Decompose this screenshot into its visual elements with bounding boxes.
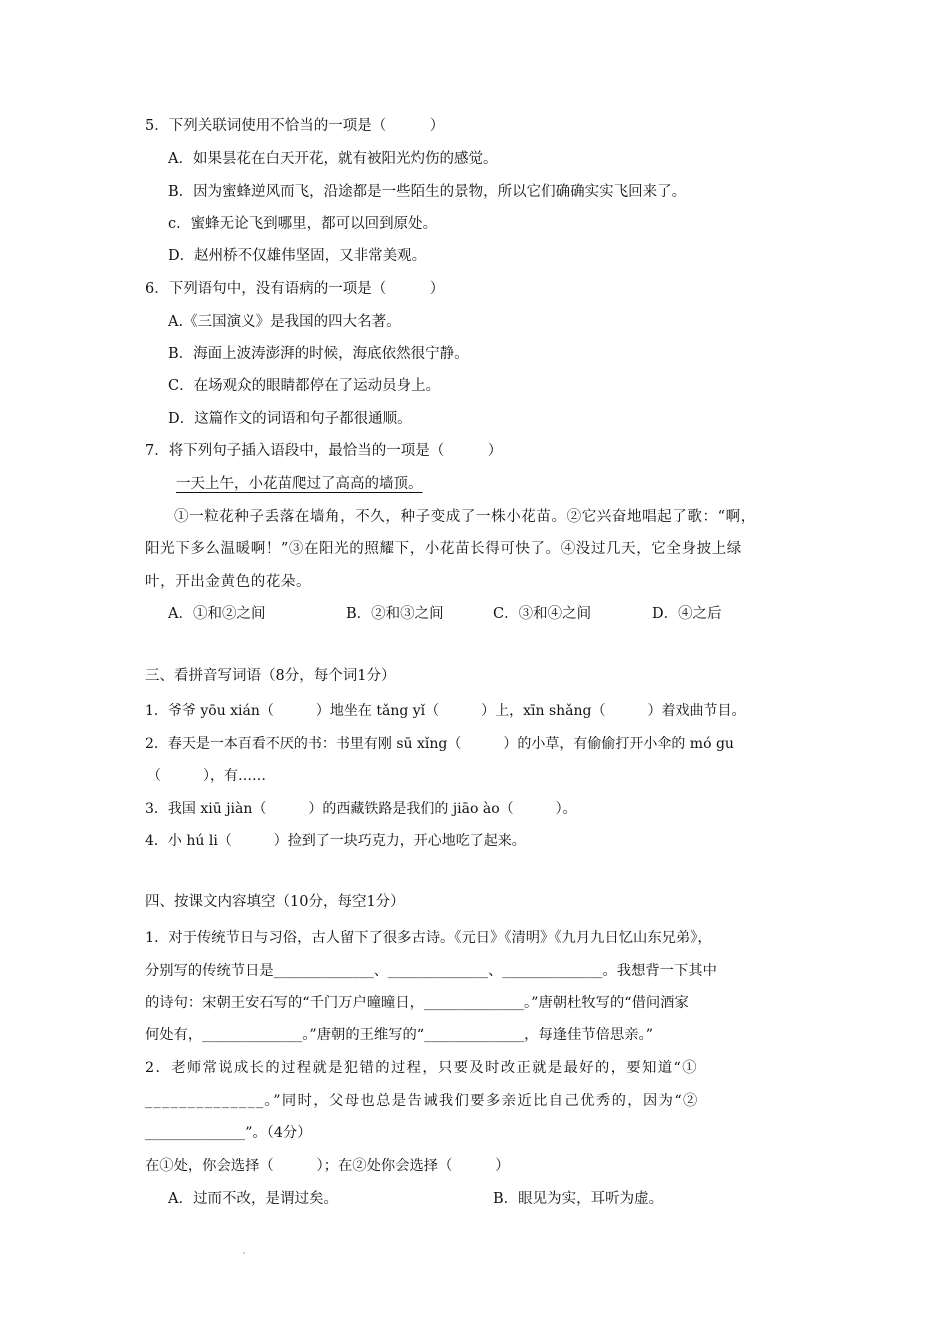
q7-option-d: D．④之后 bbox=[652, 606, 722, 622]
q6-stem: 6．下列语句中，没有语病的一项是（ ） bbox=[145, 281, 445, 297]
sec4-para-line-2: 分别写的传统节日是______________、______________、______________。我想背一下其中 bbox=[145, 963, 717, 979]
sec4-para-line-8: 在①处，你会选择（ ）；在②处你会选择（ ） bbox=[145, 1158, 510, 1174]
sec3-line-2-cont: （ ），有…… bbox=[147, 768, 266, 784]
q6-option-a: A.《三国演义》是我国的四大名著。 bbox=[168, 314, 401, 330]
q6-option-d: D．这篇作文的词语和句子都很通顺。 bbox=[168, 411, 412, 427]
sec4-para-line-1: 1．对于传统节日与习俗，古人留下了很多古诗。《元日》《清明》《九月九日忆山东兄弟》， bbox=[145, 930, 712, 946]
q5-option-b: B．因为蜜蜂逆风而飞，沿途都是一些陌生的景物，所以它们确确实实飞回来了。 bbox=[168, 184, 687, 200]
q5-stem: 5．下列关联词使用不恰当的一项是（ ） bbox=[145, 118, 445, 134]
section-3-title: 三、看拼音写词语（8分，每个词1分） bbox=[145, 668, 396, 684]
section-4-title: 四、按课文内容填空（10分，每空1分） bbox=[145, 894, 405, 910]
scan-speck bbox=[243, 1252, 245, 1254]
sec4-para-line-4: 何处有，______________。”唐朝的王维写的“______________，每逢佳节倍思亲。” bbox=[145, 1027, 654, 1043]
sec4-para-line-7: ______________”。（4分） bbox=[145, 1125, 312, 1141]
q5-option-a: A．如果昙花在白天开花，就有被阳光灼伤的感觉。 bbox=[168, 151, 498, 167]
q7-stem: 7．将下列句子插入语段中，最恰当的一项是（ ） bbox=[145, 443, 503, 459]
sec4-para-line-5: 2．老师常说成长的过程就是犯错的过程，只要及时改正就是最好的，要知道“① bbox=[145, 1060, 698, 1076]
q7-paragraph-line-3: 叶，开出金黄色的花朵。 bbox=[145, 574, 312, 590]
q7-option-c: C．③和④之间 bbox=[493, 606, 592, 622]
q7-option-b: B．②和③之间 bbox=[346, 606, 444, 622]
sec3-line-1: 1．爷爷 yōu xián（ ）地坐在 tǎng yǐ（ ）上，xīn shǎng（ ）着戏曲节目。 bbox=[145, 703, 746, 719]
sec3-line-2: 2．春天是一本百看不厌的书：书里有刚 sū xǐng（ ）的小草，有偷偷打开小伞的 mó gu bbox=[145, 736, 734, 752]
sec3-line-3: 3．我国 xiū jiàn（ ）的西藏铁路是我们的 jiāo ào（ ）。 bbox=[145, 801, 577, 817]
q7-insert-sentence: 一天上午，小花苗爬过了高高的墙顶。 bbox=[176, 476, 423, 492]
sec4-option-b: B．眼见为实，耳听为虚。 bbox=[493, 1191, 664, 1207]
q7-paragraph-line-2: 阳光下多么温暖啊！”③在阳光的照耀下，小花苗长得可快了。④没过几天，它全身披上绿 bbox=[145, 541, 742, 557]
q5-option-c: c．蜜蜂无论飞到哪里，都可以回到原处。 bbox=[168, 216, 438, 232]
q5-option-d: D．赵州桥不仅雄伟坚固，又非常美观。 bbox=[168, 248, 427, 264]
sec4-para-line-6: ______________。”同时，父母也总是告诫我们要多亲近比自己优秀的，因为“② bbox=[145, 1093, 699, 1109]
q7-paragraph-line-1: ①一粒花种子丢落在墙角，不久，种子变成了一株小花苗。②它兴奋地唱起了歌：“啊， bbox=[174, 509, 756, 525]
q6-option-c: C．在场观众的眼睛都停在了运动员身上。 bbox=[168, 378, 441, 394]
sec3-line-4: 4．小 hú li（ ）捡到了一块巧克力，开心地吃了起来。 bbox=[145, 833, 526, 849]
sec4-para-line-3: 的诗句：宋朝王安石写的“千门万户曈曈日，______________。”唐朝杜牧写的“借问酒家 bbox=[145, 995, 689, 1011]
q6-option-b: B．海面上波涛澎湃的时候，海底依然很宁静。 bbox=[168, 346, 469, 362]
q7-option-a: A．①和②之间 bbox=[168, 606, 266, 622]
sec4-option-a: A．过而不改，是谓过矣。 bbox=[168, 1191, 338, 1207]
